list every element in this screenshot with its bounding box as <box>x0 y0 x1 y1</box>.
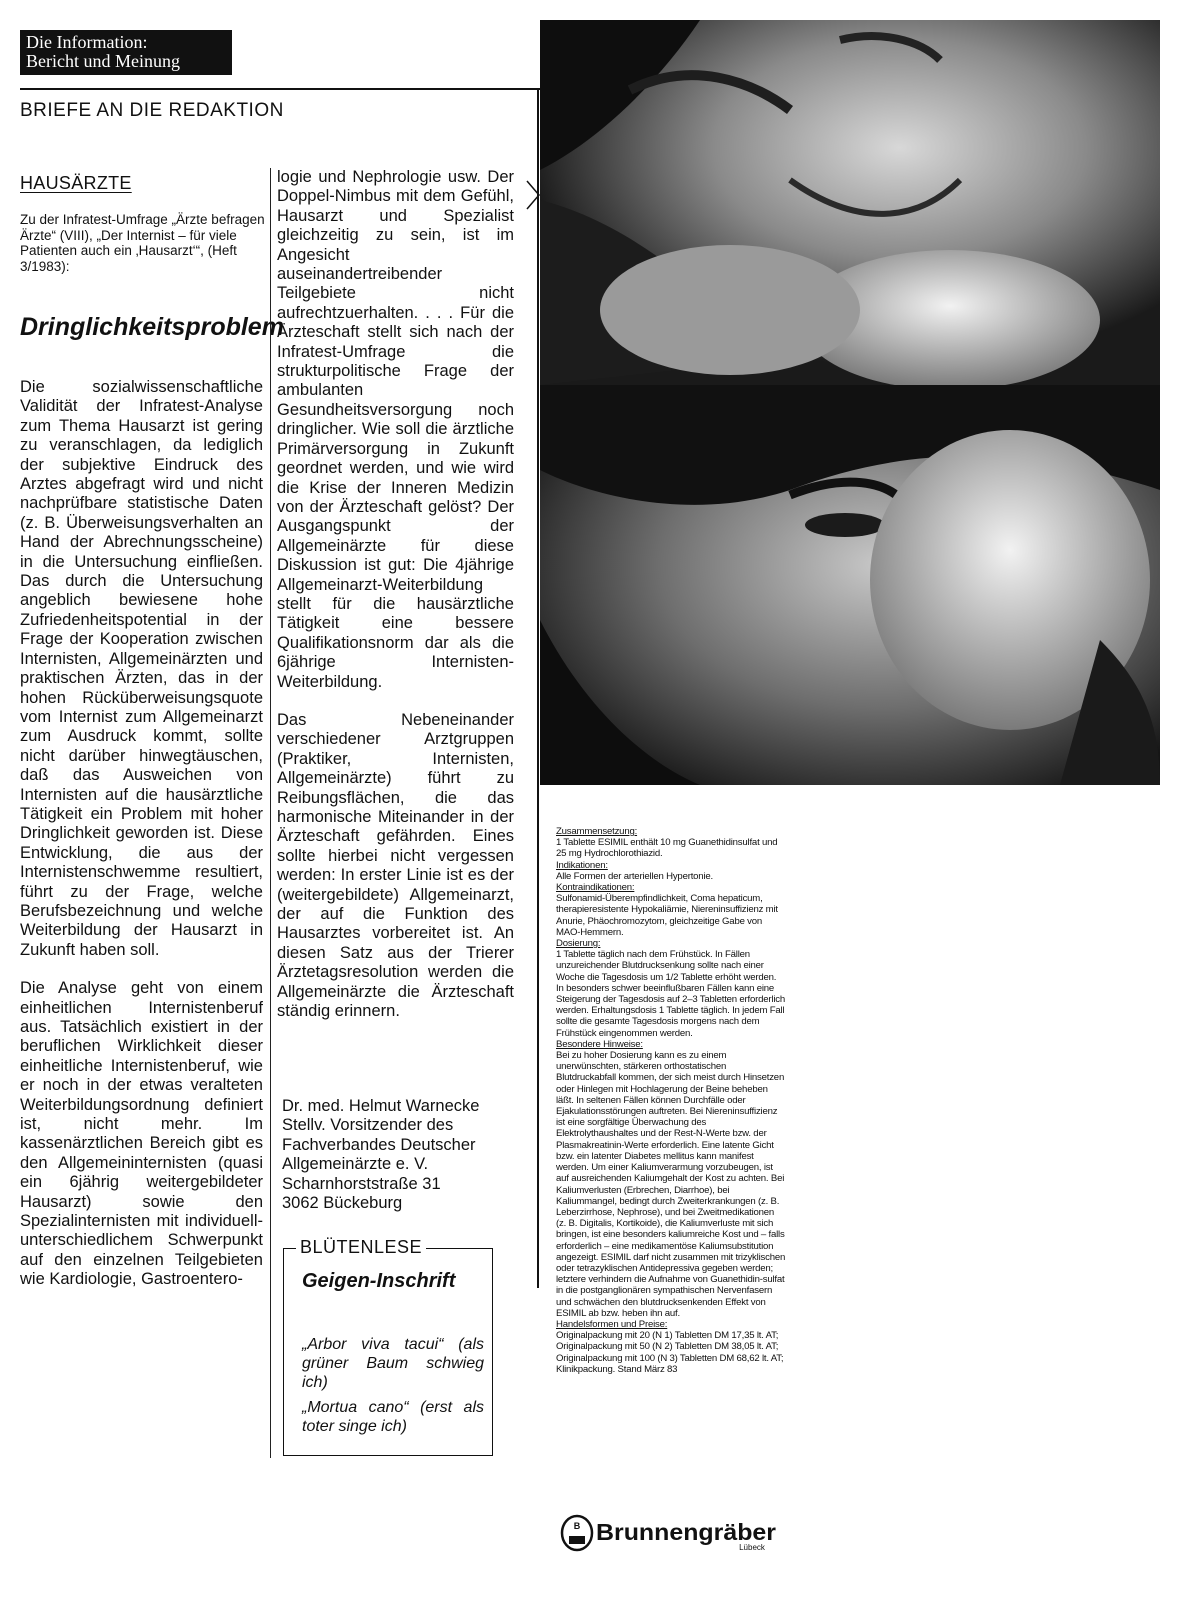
article-headline <box>20 313 284 341</box>
header-rule <box>20 88 540 90</box>
pi-heading: Zusammensetzung: <box>556 826 638 837</box>
column-rule <box>537 88 539 1288</box>
article-column-2 <box>277 168 514 1040</box>
pi-text: Originalpackung mit 20 (N 1) Tabletten DM 17,35 lt. AT; Originalpackung mit 50 (N 2) Tabletten DM 38,05 lt. AT; Originalpackung mit 100 (N 3) Tabletten DM 68,62 lt. AT; Klinikpackung. Stand März 83 <box>556 1330 784 1375</box>
pi-heading: Handelsformen und Preise: <box>556 1318 668 1330</box>
signature-line: Scharnhorststraße 31 <box>282 1174 441 1193</box>
ad-photo-illustration <box>540 20 1160 785</box>
paragraph: logie und Nephrologie usw. Der Doppel-Nimbus mit dem Gefühl, Hausarzt und Spezialist gleichzeitig zu sein, ist im Angesicht auseinandertreibender Teilgebiete nicht aufrechtzuerhalten. . . . Für die Ärzteschaft stellt sich nach der Infratest-Umfrage die strukturpolitische Frage der ambulanten Gesundheitsversorgung noch dringlicher. Wie soll die ärztliche Primärversorgung in Zukunft geordnet werden, und wie wird die Krise der Inneren Medizin von der Ärzteschaft gelöst? Der Ausgangspunkt der Allgemeinärzte für diese Diskussion ist gut: Die 4jährige Allgemeinarzt-Weiterbildung stellt für die hausärztliche Tätigkeit eine bessere Qualifikationsnorm dar als die 6jährige Internisten-Weiterbildung. <box>277 168 514 691</box>
product-information <box>556 826 786 1375</box>
brand-logo <box>560 1514 780 1557</box>
logo-city: Lübeck <box>739 1543 765 1552</box>
signature-line: Allgemeinärzte e. V. <box>282 1155 429 1174</box>
bluetenlese-quote: „Arbor viva tacui“ (als grüner Baum schwieg ich) <box>302 1336 484 1391</box>
paragraph: Die sozialwissenschaftliche Validität der Infratest-Analyse zum Thema Hausarzt ist gering zu veranschlagen, da lediglich der subjektive Eindruck des Arztes abgefragt wird und nicht nachprüfbare statistische Daten (z. B. Überweisungsverhalten an Hand der Abrechnungsscheine) in die Untersuchung einfließen. Das durch die Untersuchung angeblich bewiesene hohe Zufriedenheitspotential in der Frage der Kooperation zwischen Internisten, Allgemeinärzten und praktischen Ärzten, das in der hohen Rücküberweisungsquote vom Internist zum Allgemeinarzt zum Ausdruck kommt, sollte nicht darüber hinwegtäuschen, daß das Ausweichen von Internisten auf die hausärztliche Tätigkeit ein Problem mit hoher Dringlichkeit geworden ist. Diese Entwicklung, die aus der Internistenschwemme resultiert, führt zu der Frage, welche Berufsbezeichnung und welche Weiterbildung der Hausarzt in Zukunft haben soll. <box>20 378 263 959</box>
ad-photo <box>540 20 1160 785</box>
column-divider <box>270 168 271 1458</box>
pointer-icon <box>526 180 540 215</box>
section-line-2: Bericht und Meinung <box>26 51 180 71</box>
pi-heading: Indikationen: <box>556 859 608 871</box>
pi-text: 1 Tablette ESIMIL enthält 10 mg Guanethidinsulfat und 25 mg Hydrochlorothiazid. <box>556 837 778 860</box>
signature-block <box>282 1097 517 1213</box>
pi-heading: Dosierung: <box>556 938 601 950</box>
article-column-1 <box>20 378 263 1309</box>
signature-line: 3062 Bückeburg <box>282 1194 403 1213</box>
logo-mark: B <box>573 1521 581 1531</box>
brand-logo-svg <box>560 1514 780 1552</box>
bluetenlese-label: BLÜTENLESE <box>296 1237 426 1258</box>
pi-text: Sulfonamid-Überempfindlichkeit, Coma hepaticum, therapieresistente Hypokaliämie, Niereninsuffizienz mit Anurie, Phäochromozytom, gleichzeitige Gabe von MAO-Hemmern. <box>556 893 778 938</box>
pi-text: Bei zu hoher Dosierung kann es zu einem unerwünschten, stärkeren orthostatischen Blutdruckabfall kommen, der sich meist durch Hinsetzen oder Hinlegen mit Hochlagerung der Beine beheben läßt. In seltenen Fällen können Durchfälle oder Ejakulationsstörungen auftreten. Bei Niereninsuffizienz ist eine sorgfältige Überwachung des Elektrolythaushaltes und der Rest-N-Werte bzw. der Plasmakreatinin-Werte erforderlich. Eine latente Gicht bzw. ein latenter Diabetes mellitus kann manifest werden. Um einer Kaliumverarmung vorzubeugen, ist auf ausreichenden Kaliumgehalt der Kost zu achten. Bei Kaliumverlusten (Erbrechen, Diarrhoe), bei Kaliummangel, bedingt durch Zweiterkrankungen (z. B. Leberzirrhose, Nephrose), und bei Zweitmedikationen (z. B. Digitalis, Kortikoide), die Kaliumverluste mit sich bringen, ist eine besonders kaliumreiche Kost und – falls erforderlich – eine medikamentöse Kaliumsubstitution angezeigt. ESIMIL darf nicht zusammen mit trizyklischen oder tetrazyklischen Antidepressiva gegeben werden; letztere verhindern die Aufnahme von Guanethidin-sulfat in die postganglionären sympathischen Nervenfasern und schwächen den blutdrucksenkenden Effekt von ESIMIL ab bzw. heben ihn auf. <box>556 1050 786 1319</box>
topic-label: HAUSÄRZTE <box>20 173 132 193</box>
signature-line: Fachverbandes Deutscher <box>282 1135 476 1154</box>
section-badge <box>20 30 232 75</box>
pi-text: 1 Tablette täglich nach dem Frühstück. In Fällen unzureichender Blutdrucksenkung sollte nach einer Woche die Tagesdosis um 1/2 Tablette erhöht werden. In besonders schwer beeinflußbaren Fällen kann eine Steigerung der Tagesdosis auf 2–3 Tabletten erforderlich werden. Erhaltungsdosis 1 Tablette täglich. In jedem Fall sollte die gesamte Tagesdosis morgens nach dem Frühstück eingenommen werden. <box>556 949 785 1039</box>
pi-heading: Besondere Hinweise: <box>556 1038 643 1050</box>
kicker: BRIEFE AN DIE REDAKTION <box>20 100 284 121</box>
section-line-1: Die Information: <box>26 32 148 52</box>
logo-name: Brunnengräber <box>596 1519 777 1545</box>
reference-note: Zu der Infratest-Umfrage „Ärzte befragen Ärzte“ (VIII), „Der Internist – für viele Patienten auch ein ‚Hausarzt‘“, (Heft 3/1983): <box>20 212 265 274</box>
pi-heading: Kontraindikationen: <box>556 882 635 894</box>
paragraph: Das Nebeneinander verschiedener Arztgruppen (Praktiker, Internisten, Allgemeinärzte) führt zu Reibungsflächen, die das harmonische Miteinander in der Ärzteschaft gefährden. Eines sollte hierbei nicht vergessen werden: In erster Linie ist es der (weitergebildete) Allgemeinarzt, der auf die Funktion des Hausarztes vorbereitet ist. An diesen Satz aus der Trierer Ärztetagsresolution werden die Allgemeinärzte die Ärzteschaft ständig erinnern. <box>277 710 514 1021</box>
bluetenlese-quote: „Mortua cano“ (erst als toter singe ich) <box>302 1399 484 1435</box>
signature-line: Dr. med. Helmut Warnecke <box>282 1097 480 1115</box>
signature-line: Stellv. Vorsitzender des <box>282 1116 454 1135</box>
pi-text: Alle Formen der arteriellen Hypertonie. <box>556 870 713 882</box>
headline-text: Dringlichkeitsproblem <box>20 313 284 341</box>
paragraph: Die Analyse geht von einem einheitlichen Internistenberuf aus. Tatsächlich existiert in der beruflichen Wirklichkeit dieser einheitliche Internistenberuf, wie er noch in der etwas veralteten Weiterbildungsordnung definiert ist, nicht mehr. Im kassenärztlichen Bereich gibt es den Allgemeininternisten (quasi ein 6jährig weitergebildeter Hausarzt) sowie den Spezialinternisten mit individuell-unterschiedlichem Schwerpunkt auf den einzelnen Teilgebieten wie Kardiologie, Gastroentero- <box>20 979 263 1289</box>
bluetenlese-title: Geigen-Inschrift <box>302 1270 456 1292</box>
